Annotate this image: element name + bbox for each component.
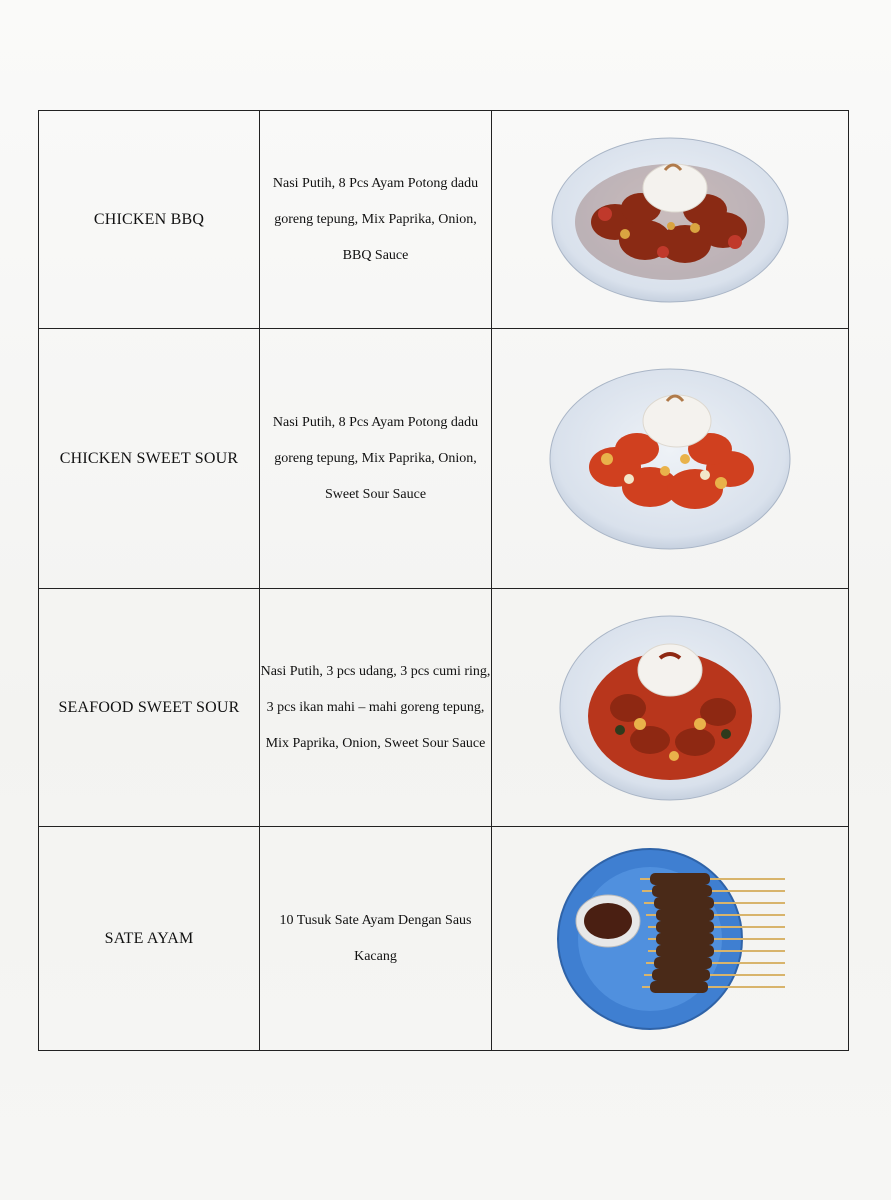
dish-photo-cell [492,111,849,329]
dish-photo-cell [492,589,849,827]
dish-photo-cell [492,827,849,1051]
dish-name: CHICKEN SWEET SOUR [39,329,260,589]
menu-row-chicken-bbq [39,111,849,329]
dish-name: SATE AYAM [39,827,260,1051]
dish-description: Nasi Putih, 8 Pcs Ayam Potong dadu goreng tepung, Mix Paprika, Onion, Sweet Sour Sauce [260,329,492,589]
dish-name: CHICKEN BBQ [39,111,260,329]
seafood-sweet-sour-plate-image [550,608,790,808]
menu-table [38,110,849,1051]
dish-description: 10 Tusuk Sate Ayam Dengan Saus Kacang [260,827,492,1051]
menu-row-sate-ayam [39,827,849,1051]
dish-description: Nasi Putih, 8 Pcs Ayam Potong dadu goreng tepung, Mix Paprika, Onion, BBQ Sauce [260,111,492,329]
dish-name: SEAFOOD SWEET SOUR [39,589,260,827]
menu-row-seafood-sweet-sour [39,589,849,827]
chicken-bbq-plate-image [545,130,795,310]
dish-description: Nasi Putih, 3 pcs udang, 3 pcs cumi ring, 3 pcs ikan mahi – mahi goreng tepung, Mix Paprika, Onion, Sweet Sour Sauce [260,589,492,827]
dish-photo-cell [492,329,849,589]
menu-row-chicken-sweet-sour [39,329,849,589]
sate-ayam-plate-image [550,839,790,1039]
chicken-sweet-sour-plate-image [545,359,795,559]
